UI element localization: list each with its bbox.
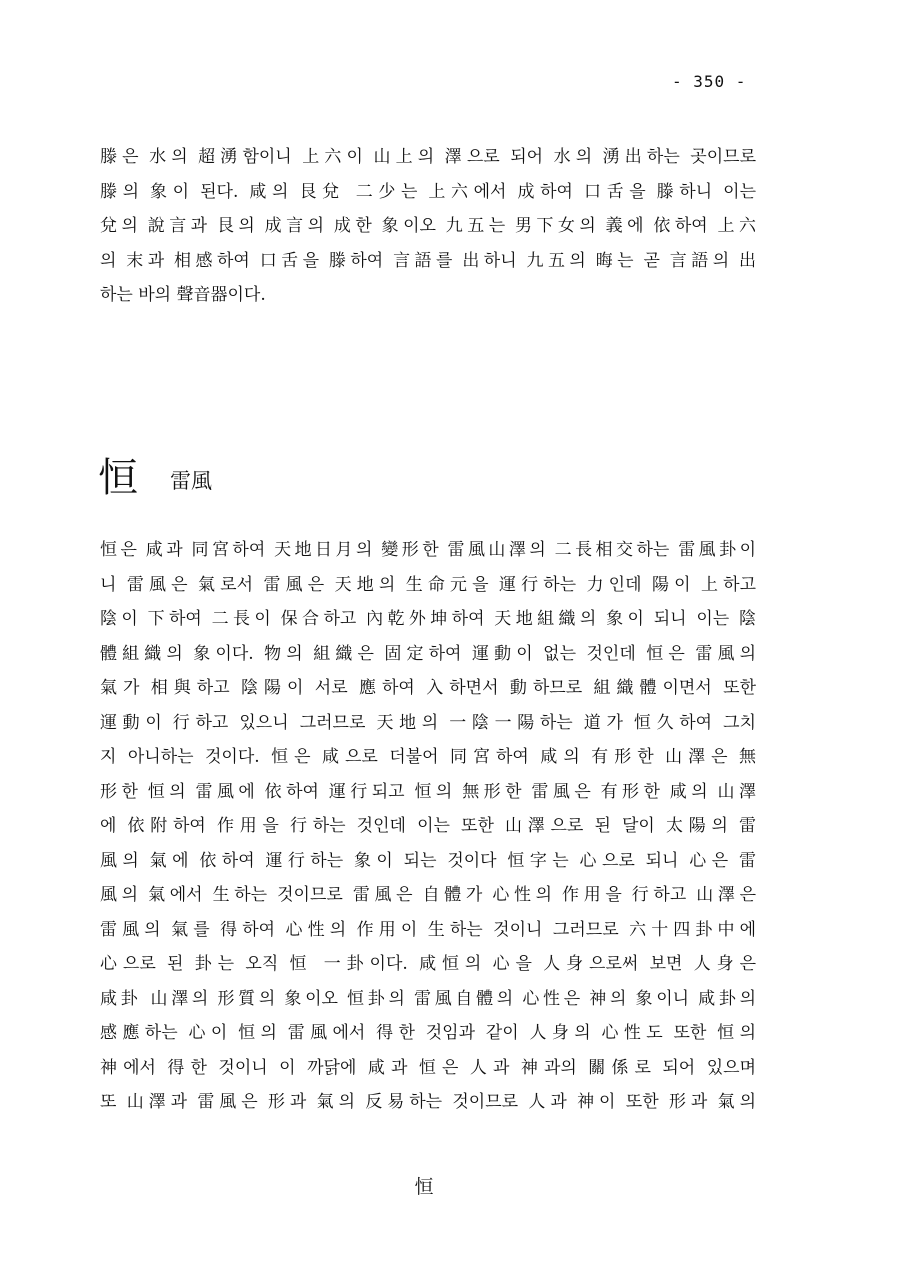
section-heading	[98, 452, 398, 512]
text-line: 陰이 下하여 二長이 保合하고 內乾外坤하여 天地組織의 象이 되니 이는 陰	[100, 609, 756, 629]
hexagram-title: 恒	[98, 455, 138, 501]
running-footer: 恒	[414, 1176, 434, 1198]
text-line: 恒은 咸과 同宮하여 天地日月의 變形한 雷風山澤의 二長相交하는 雷風卦이	[100, 540, 756, 560]
text-line: 心으로 된 卦는 오직 恒 一卦이다. 咸恒의 心을 人身으로써 보면 人身은	[100, 954, 756, 974]
intro-paragraph	[100, 140, 756, 313]
text-line: 風의 氣에서 生하는 것이므로 雷風은 自體가 心性의 作用을 行하고 山澤은	[100, 885, 756, 905]
text-line: 神에서 得한 것이니 이 까닭에 咸과 恒은 人과 神과의 關係로 되어 있으며	[100, 1057, 756, 1078]
hexagram-subtitle: 雷風	[170, 469, 212, 493]
text-line: 兌의 說言과 艮의 成言의 成한 象이오 九五는 男下女의 義에 依하여 上六	[100, 216, 756, 236]
text-line: 하는 바의 聲音器이다.	[100, 285, 266, 305]
text-line: 體組織의 象이다. 物의 組織은 固定하여 運動이 없는 것인데 恒은 雷風의	[100, 643, 756, 664]
text-line: 滕의 象이 된다. 咸의 艮兌 二少는 上六에서 成하여 口舌을 滕하니 이는	[100, 181, 756, 202]
text-line: 風의 氣에 依하여 運行하는 象이 되는 것이다 恒字는 心으로 되니 心은 雷	[100, 850, 756, 871]
text-line: 氣가 相與하고 陰陽이 서로 應하여 入하면서 動하므로 組織體이면서 또한	[100, 678, 756, 698]
section-body	[100, 533, 756, 1120]
text-line: 感應하는 心이 恒의 雷風에서 得한 것임과 같이 人身의 心性도 또한 恒의	[100, 1023, 756, 1043]
text-line: 形한 恒의 雷風에 依하여 運行되고 恒의 無形한 雷風은 有形한 咸의 山澤	[100, 781, 756, 802]
text-line: 咸卦 山澤의 形質의 象이오 恒卦의 雷風自體의 心性은 神의 象이니 咸卦의	[100, 988, 756, 1009]
text-line: 의 末과 相感하여 口舌을 滕하여 言語를 出하니 九五의 晦는 곧 言語의 出	[100, 250, 756, 271]
page-number: - 350 -	[672, 72, 747, 91]
text-line: 또 山澤과 雷風은 形과 氣의 反易하는 것이므로 人과 神이 또한 形과 氣의	[100, 1092, 756, 1112]
text-line: 지 아니하는 것이다. 恒은 咸으로 더불어 同宮하여 咸의 有形한 山澤은 無	[100, 747, 756, 767]
text-line: 運動이 行하고 있으니 그러므로 天地의 一陰一陽하는 道가 恒久하여 그치	[100, 712, 756, 733]
text-line: 滕은 水의 超湧함이니 上六이 山上의 澤으로 되어 水의 湧出하는 곳이므로	[100, 147, 756, 167]
text-line: 니 雷風은 氣로서 雷風은 天地의 生命元을 運行하는 力인데 陽이 上하고	[100, 574, 756, 595]
text-line: 에 依附하여 作用을 行하는 것인데 이는 또한 山澤으로 된 달이 太陽의 雷	[100, 816, 756, 836]
text-line: 雷風의 氣를 得하여 心性의 作用이 生하는 것이니 그러므로 六十四卦中에	[100, 919, 756, 940]
